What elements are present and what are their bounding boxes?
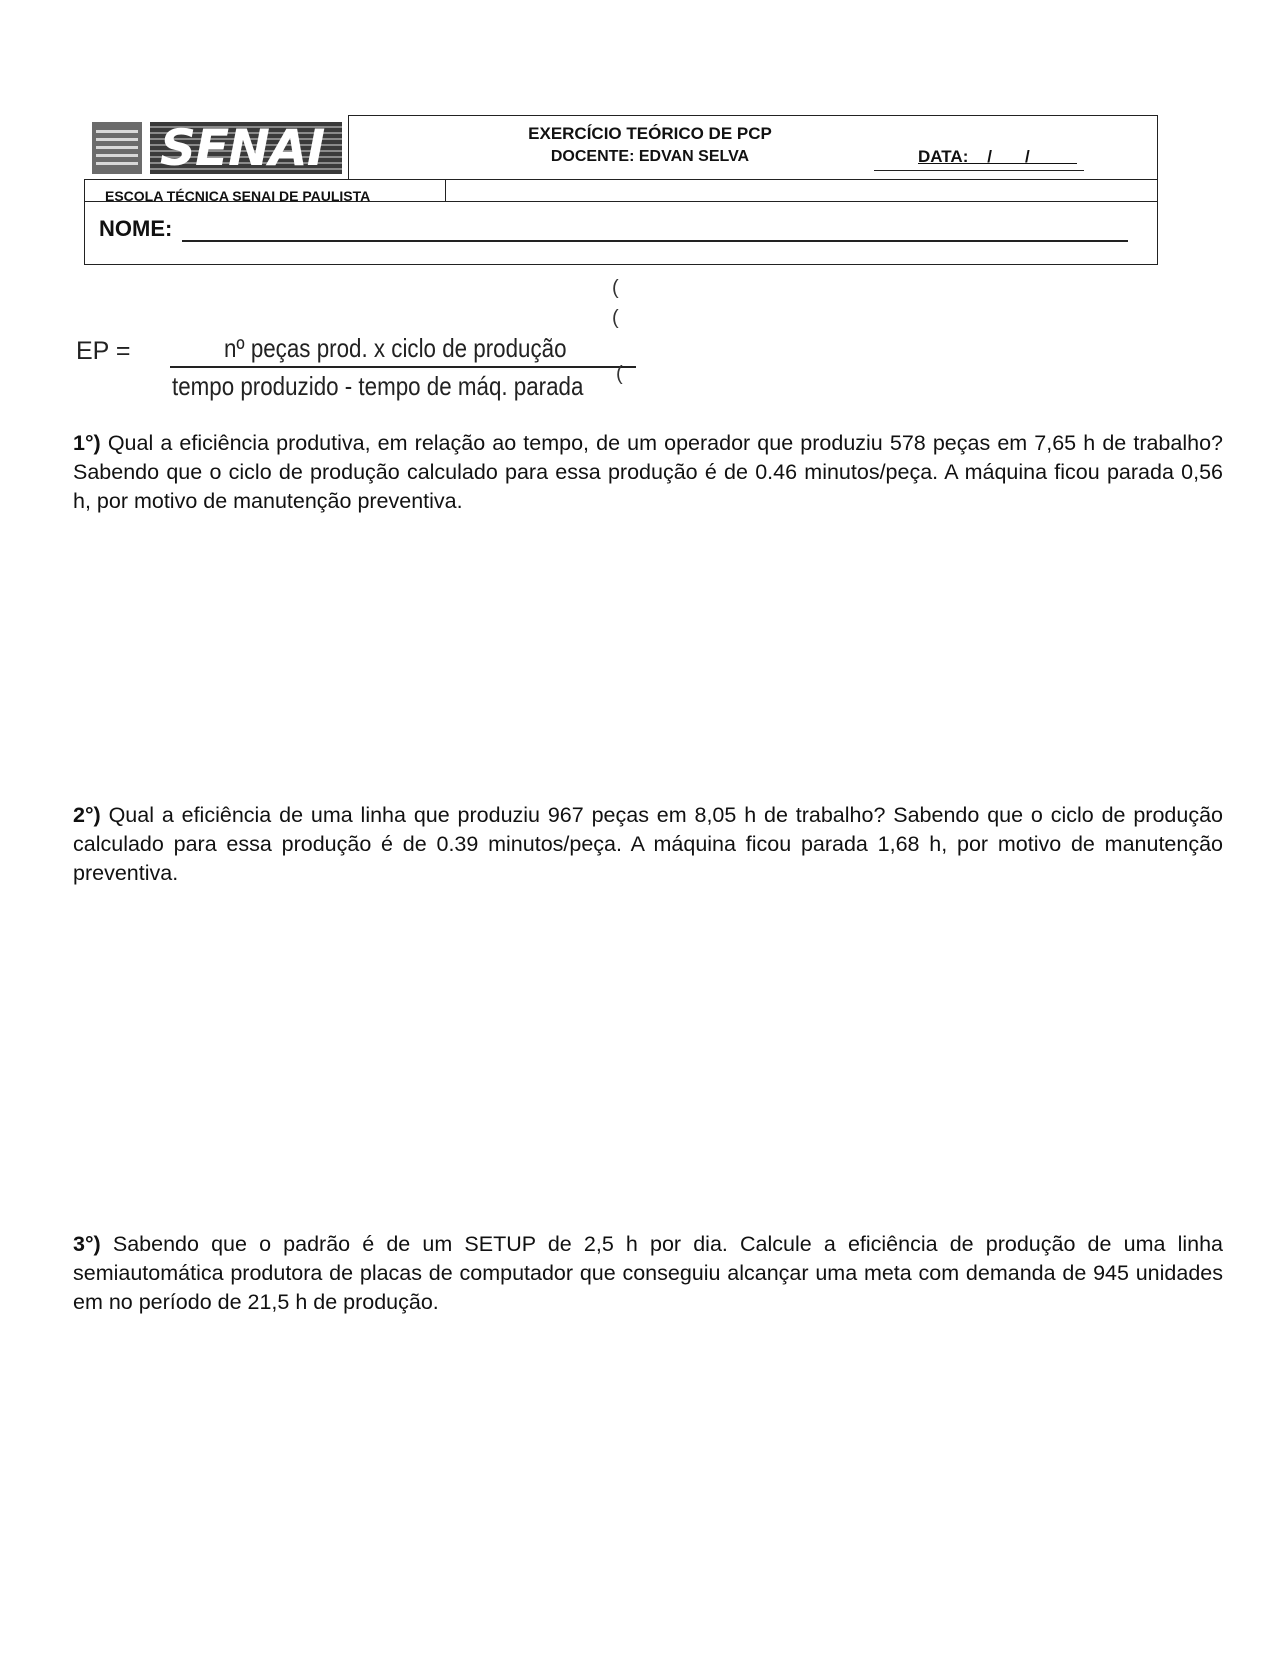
logo-text: SENAI: [160, 122, 325, 174]
name-fill-line: [182, 240, 1128, 242]
formula-fraction-bar: [170, 366, 636, 368]
teacher-name: DOCENTE: EDVAN SELVA: [550, 148, 750, 165]
senai-wordmark: [150, 122, 342, 174]
exercise-title: EXERCÍCIO TEÓRICO DE PCP: [528, 124, 772, 143]
formula-lhs: EP =: [76, 337, 131, 365]
date-field: DATA: / /: [918, 147, 1077, 166]
school-name: ESCOLA TÉCNICA SENAI DE PAULISTA: [105, 188, 371, 204]
formula-paren: (: [612, 277, 619, 299]
question-text: Qual a eficiência de uma linha que produziu 967 peças em 8,05 h de trabalho? Sabendo que o ciclo de produção calculado para essa produção é de 0.39 minutos/peça. A máquina ficou parada 1,68 h, por motivo de manutenção preventiva.: [73, 803, 1223, 885]
name-label: NOME:: [99, 216, 173, 241]
question-text: Sabendo que o padrão é de um SETUP de 2,5 h por dia. Calcule a eficiência de produção de uma linha semiautomática produtora de placas de computador que conseguiu alcançar uma meta com demanda de 945 unidades em no período de 21,5 h de produção.: [73, 1232, 1223, 1314]
question-number: 3°): [73, 1232, 101, 1256]
formula-denominator: tempo produzido - tempo de máq. parada: [172, 371, 584, 401]
senai-logo: [92, 122, 342, 174]
question-3: [73, 1230, 1223, 1317]
question-1: [73, 429, 1223, 516]
question-number: 1°): [73, 431, 101, 455]
question-text: Qual a eficiência produtiva, em relação ao tempo, de um operador que produziu 578 peças em 7,65 h de trabalho? Sabendo que o ciclo de produção calculado para essa produção é de 0.46 minutos/peça. A máquina ficou parada 0,56 h, por motivo de manutenção preventiva.: [73, 431, 1223, 513]
formula-paren: (: [616, 363, 623, 385]
senai-emblem-icon: [92, 122, 142, 174]
formula-paren: (: [612, 307, 619, 329]
formula-numerator: nº peças prod. x ciclo de produção: [224, 333, 567, 363]
question-number: 2°): [73, 803, 101, 827]
question-2: [73, 801, 1223, 888]
